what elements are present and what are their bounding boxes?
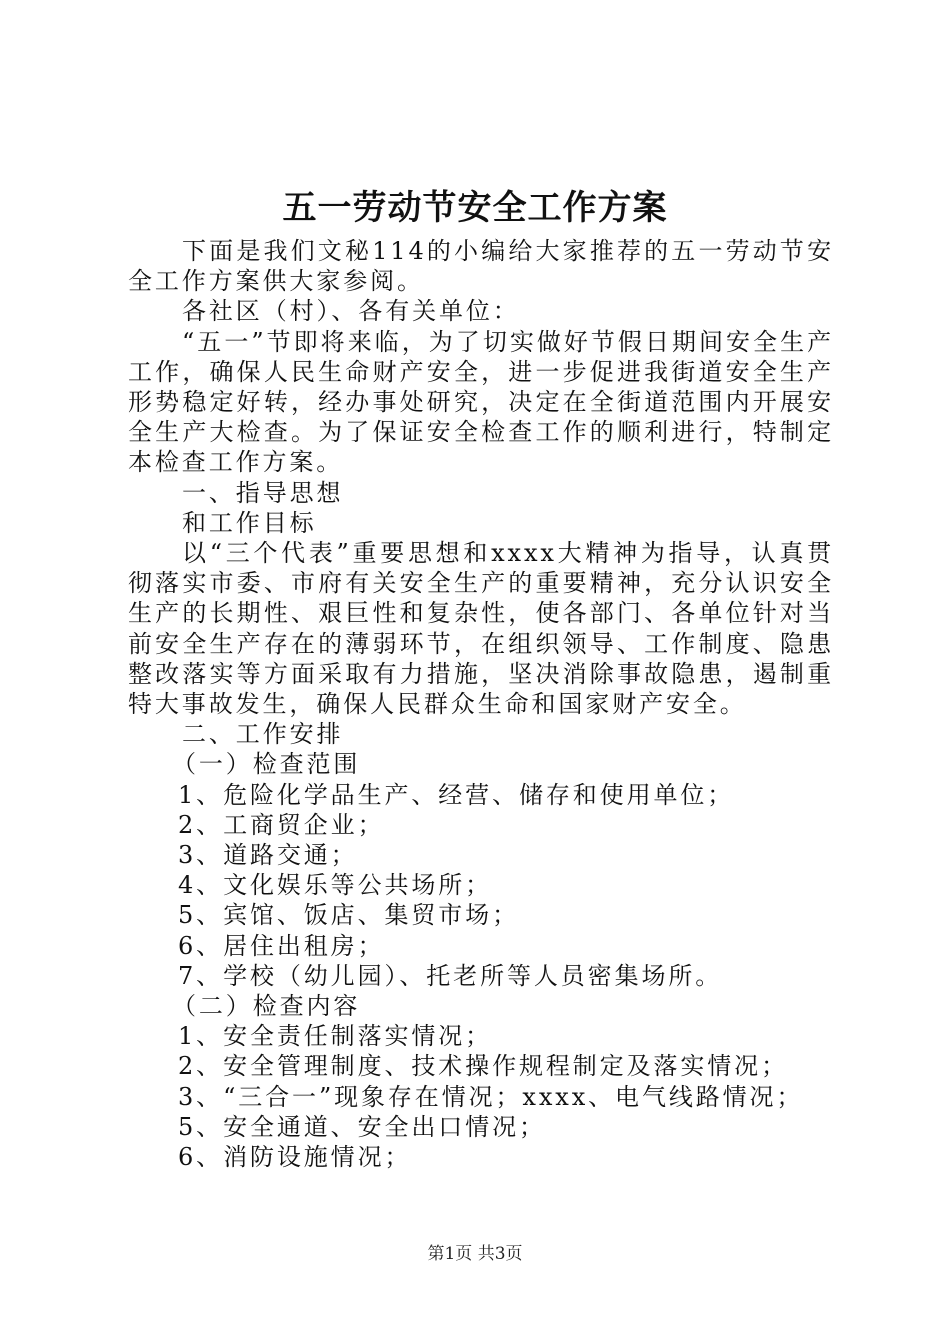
list-item: 6、居住出租房；	[178, 931, 385, 960]
list-item: 2、工商贸企业；	[178, 810, 385, 839]
intro-paragraph: 下面是我们文秘114的小编给大家推荐的五一劳动节安全工作方案供大家参阅。	[128, 237, 834, 296]
salutation: 各社区（村）、各有关单位：	[182, 297, 520, 326]
section-heading-work-arrangement: 二、工作安排	[182, 720, 344, 749]
subsection-heading-scope: （一）检查范围	[172, 750, 361, 779]
section-heading-guiding-ideology: 一、指导思想	[182, 478, 344, 507]
list-item: 1、危险化学品生产、经营、储存和使用单位；	[178, 780, 735, 809]
list-item: 5、安全通道、安全出口情况；	[178, 1112, 546, 1141]
list-item: 3、“三合一”现象存在情况；xxxx、电气线路情况；	[178, 1082, 804, 1111]
document-body	[128, 236, 834, 1172]
section-heading-work-goals: 和工作目标	[182, 508, 317, 537]
subsection-heading-content: （二）检查内容	[172, 992, 361, 1021]
list-item: 5、宾馆、饭店、集贸市场；	[178, 901, 519, 930]
document-title: 五一劳动节安全工作方案	[282, 188, 668, 228]
list-item: 4、文化娱乐等公共场所；	[178, 871, 493, 900]
list-item: 6、消防设施情况；	[178, 1143, 412, 1172]
page-number: 第1页 共3页	[427, 1244, 523, 1264]
guiding-ideology-paragraph: 以“三个代表”重要思想和xxxx大精神为指导，认真贯彻落实市委、市府有关安全生产的重要精神，充分认识安全生产的长期性、艰巨性和复杂性，使各部门、各单位针对当前安全生产存在的薄弱环节，在组织领导、工作制度、隐患整改落实等方面采取有力措施，坚决消除事故隐患，遏制重特大事故发生，确保人民群众生命和国家财产安全。	[128, 539, 834, 719]
list-item: 7、学校（幼儿园）、托老所等人员密集场所。	[178, 961, 723, 990]
background-paragraph: “五一”节即将来临，为了切实做好节假日期间安全生产工作，确保人民生命财产安全，进一步促进我街道安全生产形势稳定好转，经办事处研究，决定在全街道范围内开展安全生产大检查。为了保证安全检查工作的顺利进行，特制定本检查工作方案。	[128, 327, 834, 477]
list-item: 1、安全责任制落实情况；	[178, 1022, 493, 1051]
list-item: 3、道路交通；	[178, 841, 358, 870]
list-item: 2、安全管理制度、技术操作规程制定及落实情况；	[178, 1052, 788, 1081]
